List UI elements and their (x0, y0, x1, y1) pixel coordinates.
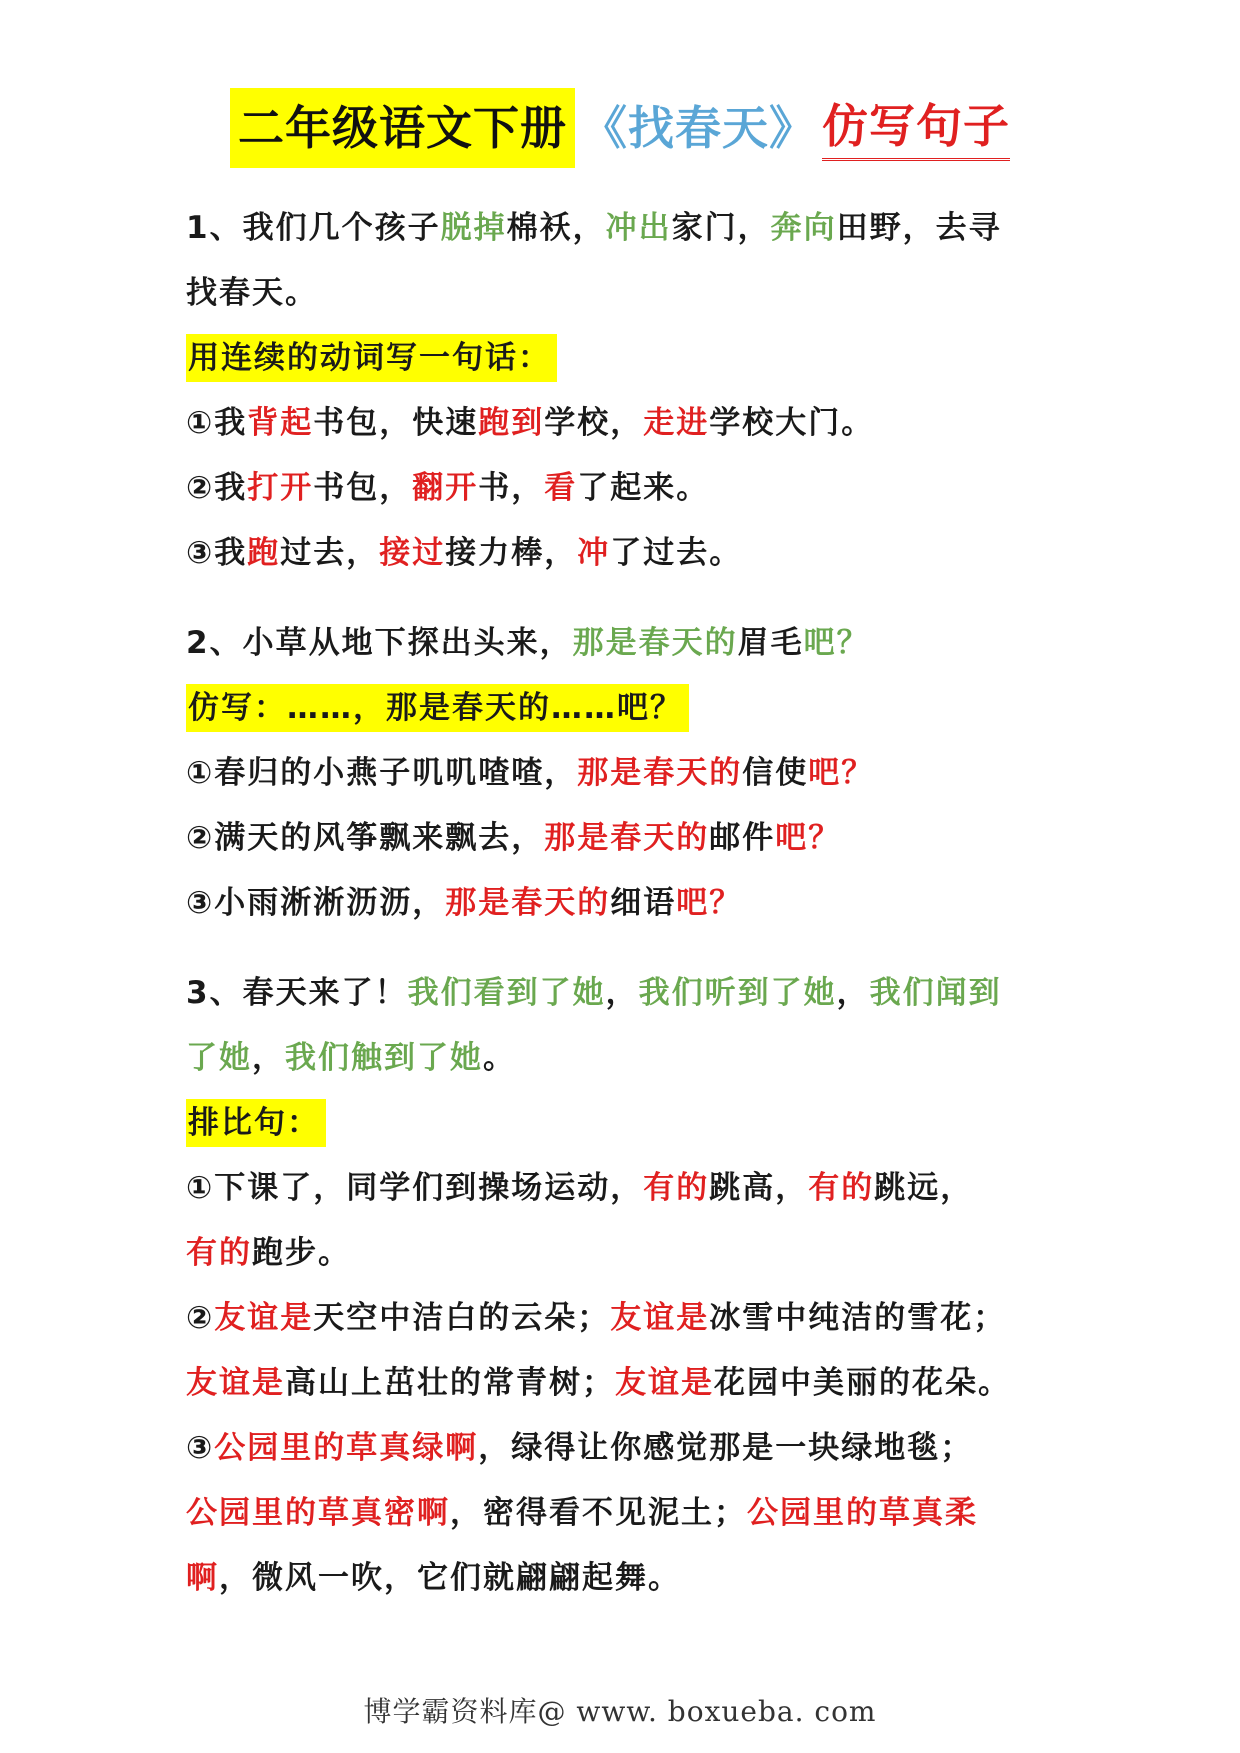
s3-example-2-line2: 友谊是高山上茁壮的常青树；友谊是花园中美丽的花朵。 (186, 1365, 1011, 1401)
s1-example-3: ③我跑过去，接过接力棒，冲了过去。 (186, 535, 743, 571)
s3-label: 排比句： (186, 1091, 1066, 1156)
s2-label: 仿写：……，那是春天的……吧？ (186, 676, 1066, 741)
page-title (0, 88, 1240, 168)
section-gap (186, 586, 1066, 611)
watermark-footer: 博学霸资料库@ www. boxueba. com (363, 1695, 877, 1728)
s1-sentence-line2: 找春天。 (186, 275, 318, 311)
s3-sentence-line2: 了她，我们触到了她。 (186, 1040, 516, 1076)
s3-example-3-line2: 公园里的草真密啊，密得看不见泥土；公园里的草真柔 (186, 1495, 978, 1531)
s3-example-3-line3: 啊，微风一吹，它们就翩翩起舞。 (186, 1560, 681, 1596)
section-gap (186, 936, 1066, 961)
s2-example-3: ③小雨淅淅沥沥，那是春天的细语吧？ (186, 885, 743, 921)
s3-sentence-line1: 3、春天来了！我们看到了她，我们听到了她，我们闻到 (186, 975, 1002, 1011)
title-lesson-name: 《找春天》 (581, 101, 816, 155)
s3-example-3-line1: ③公园里的草真绿啊，绿得让你感觉那是一块绿地毯； (186, 1430, 974, 1466)
s1-label: 用连续的动词写一句话： (186, 326, 1066, 391)
s3-example-2-line1: ②友谊是天空中洁白的云朵；友谊是冰雪中纯洁的雪花； (186, 1300, 1007, 1336)
s2-example-2: ②满天的风筝飘来飘去，那是春天的邮件吧？ (186, 820, 842, 856)
s1-example-1: ①我背起书包，快速跑到学校，走进学校大门。 (186, 405, 875, 441)
s3-example-1-line1: ①下课了，同学们到操场运动，有的跳高，有的跳远， (186, 1170, 974, 1206)
s2-sentence: 2、小草从地下探出头来，那是春天的眉毛吧？ (186, 625, 870, 661)
s3-example-1-line2: 有的跑步。 (186, 1235, 351, 1271)
worksheet-content (186, 196, 1066, 1611)
s2-example-1: ①春归的小燕子叽叽喳喳，那是春天的信使吧？ (186, 755, 875, 791)
title-topic: 仿写句子 (822, 96, 1010, 161)
s1-sentence-line1: 1、我们几个孩子脱掉棉袄，冲出家门，奔向田野，去寻 (186, 210, 1002, 246)
title-grade-subject: 二年级语文下册 (230, 88, 575, 168)
s1-example-2: ②我打开书包，翻开书，看了起来。 (186, 470, 710, 506)
